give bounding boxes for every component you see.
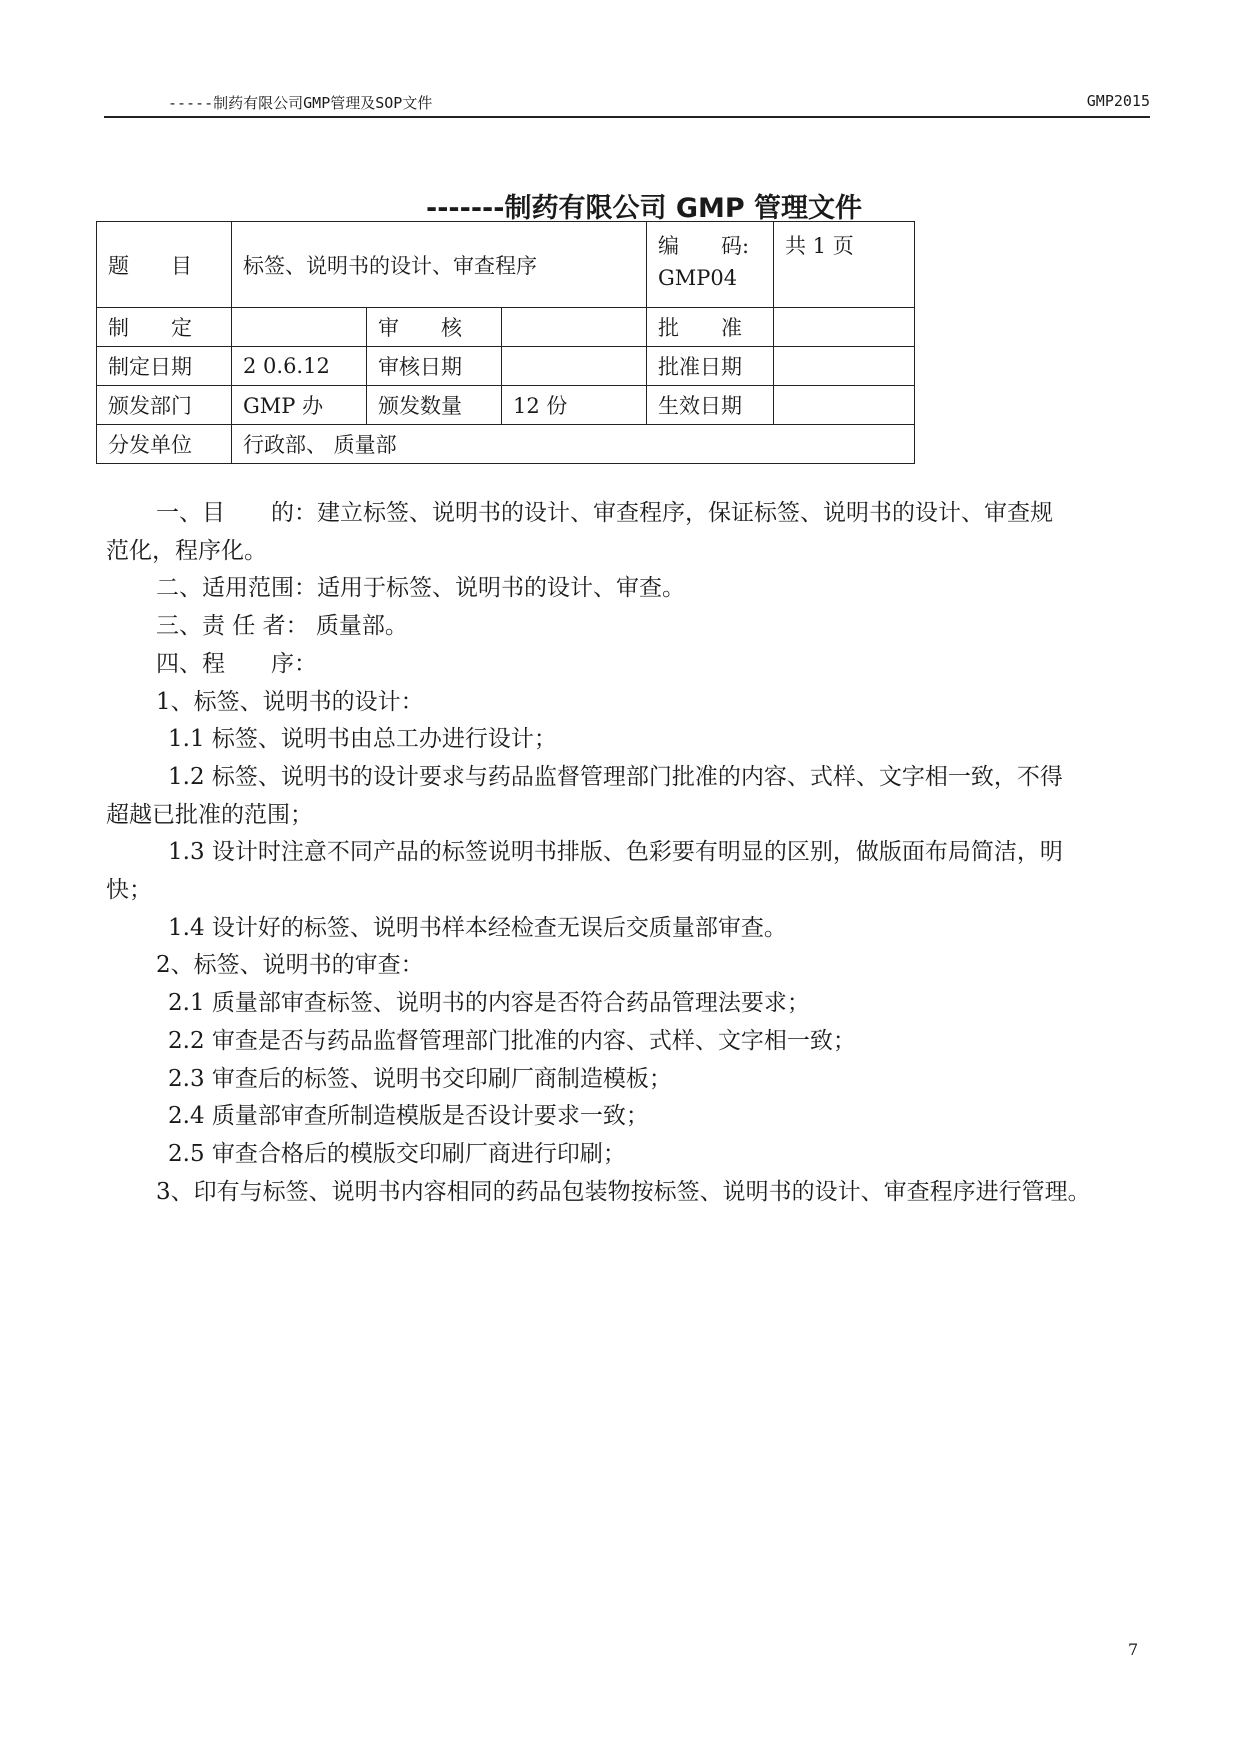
code-cell [647, 222, 774, 308]
distribution-label: 分发单位 [97, 425, 232, 464]
approve-label: 批 准 [647, 308, 774, 347]
body-line: 2、标签、说明书的审查： [156, 952, 424, 979]
issue-dept-value: GMP 办 [232, 386, 367, 425]
issue-dept-label: 颁发部门 [97, 386, 232, 425]
page-number: 7 [1128, 1640, 1139, 1659]
body-line: 四、程 序： [156, 650, 317, 677]
header-company-text: -----制药有限公司GMP管理及SOP文件 [168, 94, 433, 112]
body-line: 三、责 任 者： 质量部。 [156, 613, 408, 640]
made-date-label: 制定日期 [97, 347, 232, 386]
code-label: 编 码: [658, 234, 750, 258]
distribution-value: 行政部、 质量部 [232, 425, 915, 464]
document-info-table [96, 221, 915, 464]
effective-date-value [774, 386, 915, 425]
review-date-label: 审核日期 [367, 347, 502, 386]
body-line: 超越已批准的范围； [106, 801, 313, 828]
issue-qty-value: 12 份 [502, 386, 647, 425]
review-value [502, 308, 647, 347]
body-line: 2.3 审查后的标签、说明书交印刷厂商制造模板； [168, 1065, 672, 1092]
body-line: 1.3 设计时注意不同产品的标签说明书排版、色彩要有明显的区别，做版面布局简洁，明 [168, 839, 1063, 866]
body-line: 2.2 审查是否与药品监督管理部门批准的内容、式样、文字相一致； [168, 1027, 856, 1054]
body-line: 二、适用范围：适用于标签、说明书的设计、审查。 [156, 575, 685, 602]
document-body [106, 495, 1152, 1211]
approve-value [774, 308, 915, 347]
review-date-value [502, 347, 647, 386]
review-label: 审 核 [367, 308, 502, 347]
document-title: -------制药有限公司 GMP 管理文件 [426, 193, 863, 224]
approve-date-label: 批准日期 [647, 347, 774, 386]
body-line: 3、印有与标签、说明书内容相同的药品包装物按标签、说明书的设计、审查程序进行管理。 [156, 1178, 1091, 1205]
effective-date-label: 生效日期 [647, 386, 774, 425]
subject-label: 题 目 [97, 222, 232, 308]
made-date-value: 2 0.6.12 [232, 347, 367, 386]
pages-value: 共 1 页 [774, 222, 915, 308]
made-by-value [232, 308, 367, 347]
body-line: 范化，程序化。 [106, 537, 267, 564]
header-doc-code: GMP2015 [1086, 92, 1150, 110]
body-line: 1.2 标签、说明书的设计要求与药品监督管理部门批准的内容、式样、文字相一致，不得 [168, 763, 1063, 790]
body-line: 2.4 质量部审查所制造模版是否设计要求一致； [168, 1103, 649, 1130]
body-line: 2.5 审查合格后的模版交印刷厂商进行印刷； [168, 1140, 626, 1167]
code-value: GMP04 [658, 266, 738, 290]
body-line: 快； [106, 877, 152, 904]
issue-qty-label: 颁发数量 [367, 386, 502, 425]
body-line: 2.1 质量部审查标签、说明书的内容是否符合药品管理法要求； [168, 990, 810, 1017]
body-line: 一、目 的：建立标签、说明书的设计、审查程序，保证标签、说明书的设计、审查规 [156, 500, 1053, 526]
body-line: 1、标签、说明书的设计： [156, 688, 424, 715]
made-by-label: 制 定 [97, 308, 232, 347]
subject-value: 标签、说明书的设计、审查程序 [232, 222, 647, 308]
body-line: 1.4 设计好的标签、说明书样本经检查无误后交质量部审查。 [168, 914, 787, 941]
body-line: 1.1 标签、说明书由总工办进行设计； [168, 726, 557, 753]
running-header [104, 92, 1150, 118]
approve-date-value [774, 347, 915, 386]
